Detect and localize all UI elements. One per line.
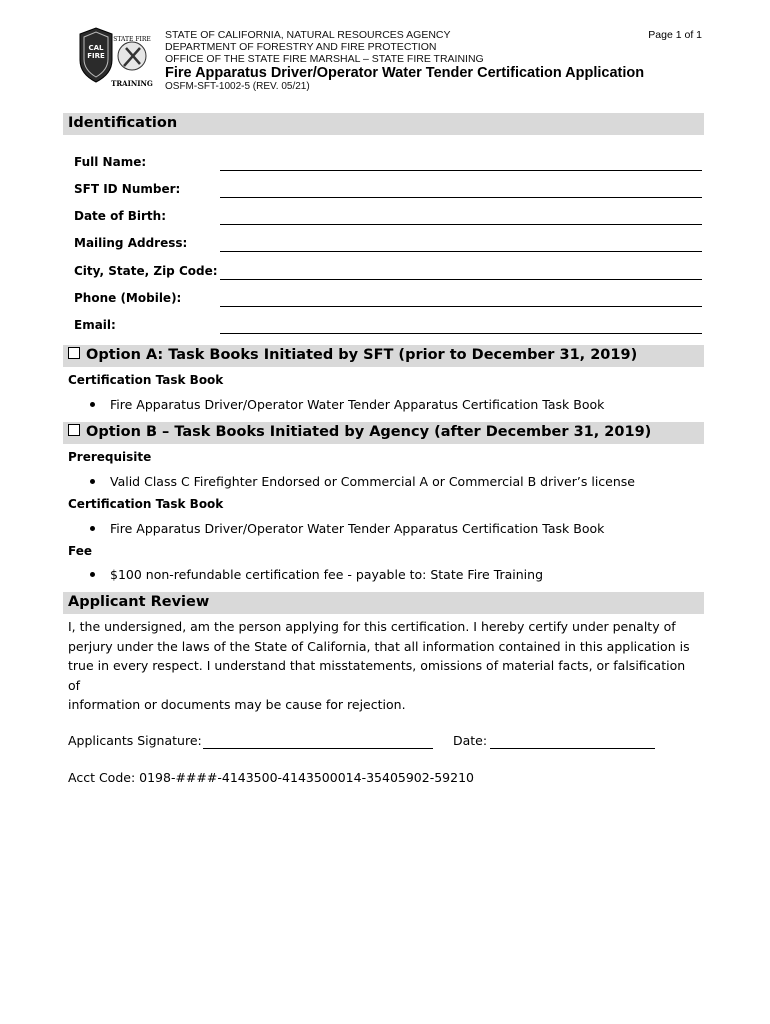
full-name-label: Full Name: — [74, 155, 147, 169]
email-field[interactable] — [220, 333, 702, 334]
date-of-birth-label: Date of Birth: — [74, 209, 167, 223]
list-item — [90, 567, 543, 582]
signature-label: Applicants Signature: — [68, 733, 202, 748]
option-a-cert-heading: Certification Task Book — [68, 373, 224, 387]
option-b-fee-heading: Fee — [68, 544, 92, 558]
svg-text:TRAINING: TRAINING — [111, 79, 153, 88]
form-code: OSFM-SFT-1002-5 (REV. 05/21) — [165, 81, 310, 92]
list-item — [90, 397, 604, 412]
option-b-fee-item: $100 non-refundable certification fee - payable to: State Fire Training — [110, 567, 544, 582]
option-a-section-bar — [63, 345, 704, 367]
option-a-checkbox[interactable] — [68, 347, 80, 359]
full-name-field[interactable] — [220, 170, 702, 171]
statement-line: true in every respect. I understand that misstatements, omissions of material facts, or falsification of — [68, 658, 686, 693]
applicant-review-title: Applicant Review — [68, 594, 210, 610]
phone-label: Phone (Mobile): — [74, 291, 182, 305]
logo-text-calfire: CAL — [88, 44, 104, 52]
option-b-checkbox[interactable] — [68, 424, 80, 436]
identification-title: Identification — [68, 115, 178, 131]
account-code: Acct Code: 0198-####-4143500-4143500014-35405902-59210 — [68, 770, 474, 785]
option-b-title: Option B – Task Books Initiated by Agency (after December 31, 2019) — [86, 424, 652, 440]
statement-line: I, the undersigned, am the person applying for this certification. I hereby certify under penalty of — [68, 619, 676, 634]
mailing-address-label: Mailing Address: — [74, 236, 188, 250]
date-label: Date: — [453, 733, 488, 748]
sft-id-field[interactable] — [220, 197, 702, 198]
statement-line: information or documents may be cause for rejection. — [68, 697, 406, 712]
signature-field[interactable] — [203, 748, 433, 749]
city-state-zip-field[interactable] — [220, 279, 702, 280]
option-b-section-bar — [63, 422, 704, 444]
statement-line: perjury under the laws of the State of California, that all information contained in this application is — [68, 638, 690, 654]
city-state-zip-label: City, State, Zip Code: — [74, 264, 218, 278]
agency-line-1: STATE OF CALIFORNIA, NATURAL RESOURCES AGENCY — [165, 29, 451, 41]
list-item — [90, 474, 635, 489]
bullet-icon — [90, 572, 95, 577]
date-of-birth-field[interactable] — [220, 224, 702, 225]
cal-fire-state-fire-training-logo — [76, 26, 156, 90]
list-item — [90, 521, 604, 536]
bullet-icon — [90, 526, 95, 531]
bullet-icon — [90, 402, 95, 407]
option-a-title: Option A: Task Books Initiated by SFT (prior to December 31, 2019) — [86, 347, 638, 363]
agency-line-2: DEPARTMENT OF FORESTRY AND FIRE PROTECTION — [165, 41, 437, 53]
option-b-prereq-item: Valid Class C Firefighter Endorsed or Commercial A or Commercial B driver’s license — [110, 474, 635, 489]
option-b-cert-heading: Certification Task Book — [68, 497, 224, 511]
date-field[interactable] — [490, 748, 655, 749]
agency-line-3: OFFICE OF THE STATE FIRE MARSHAL – STATE FIRE TRAINING — [165, 53, 484, 65]
bullet-icon — [90, 479, 95, 484]
svg-text:FIRE: FIRE — [87, 52, 105, 60]
option-b-prereq-heading: Prerequisite — [68, 450, 152, 464]
document-title: Fire Apparatus Driver/Operator Water Tender Certification Application — [165, 65, 645, 81]
phone-field[interactable] — [220, 306, 702, 307]
certification-statement — [68, 617, 698, 715]
identification-section-bar — [63, 113, 704, 135]
sft-id-label: SFT ID Number: — [74, 182, 181, 196]
svg-text:STATE FIRE: STATE FIRE — [113, 36, 151, 43]
mailing-address-field[interactable] — [220, 251, 702, 252]
option-a-cert-item: Fire Apparatus Driver/Operator Water Tender Apparatus Certification Task Book — [110, 397, 605, 412]
page-number: Page 1 of 1 — [648, 29, 702, 41]
applicant-review-section-bar — [63, 592, 704, 614]
option-b-cert-item: Fire Apparatus Driver/Operator Water Tender Apparatus Certification Task Book — [110, 521, 605, 536]
email-label: Email: — [74, 318, 116, 332]
